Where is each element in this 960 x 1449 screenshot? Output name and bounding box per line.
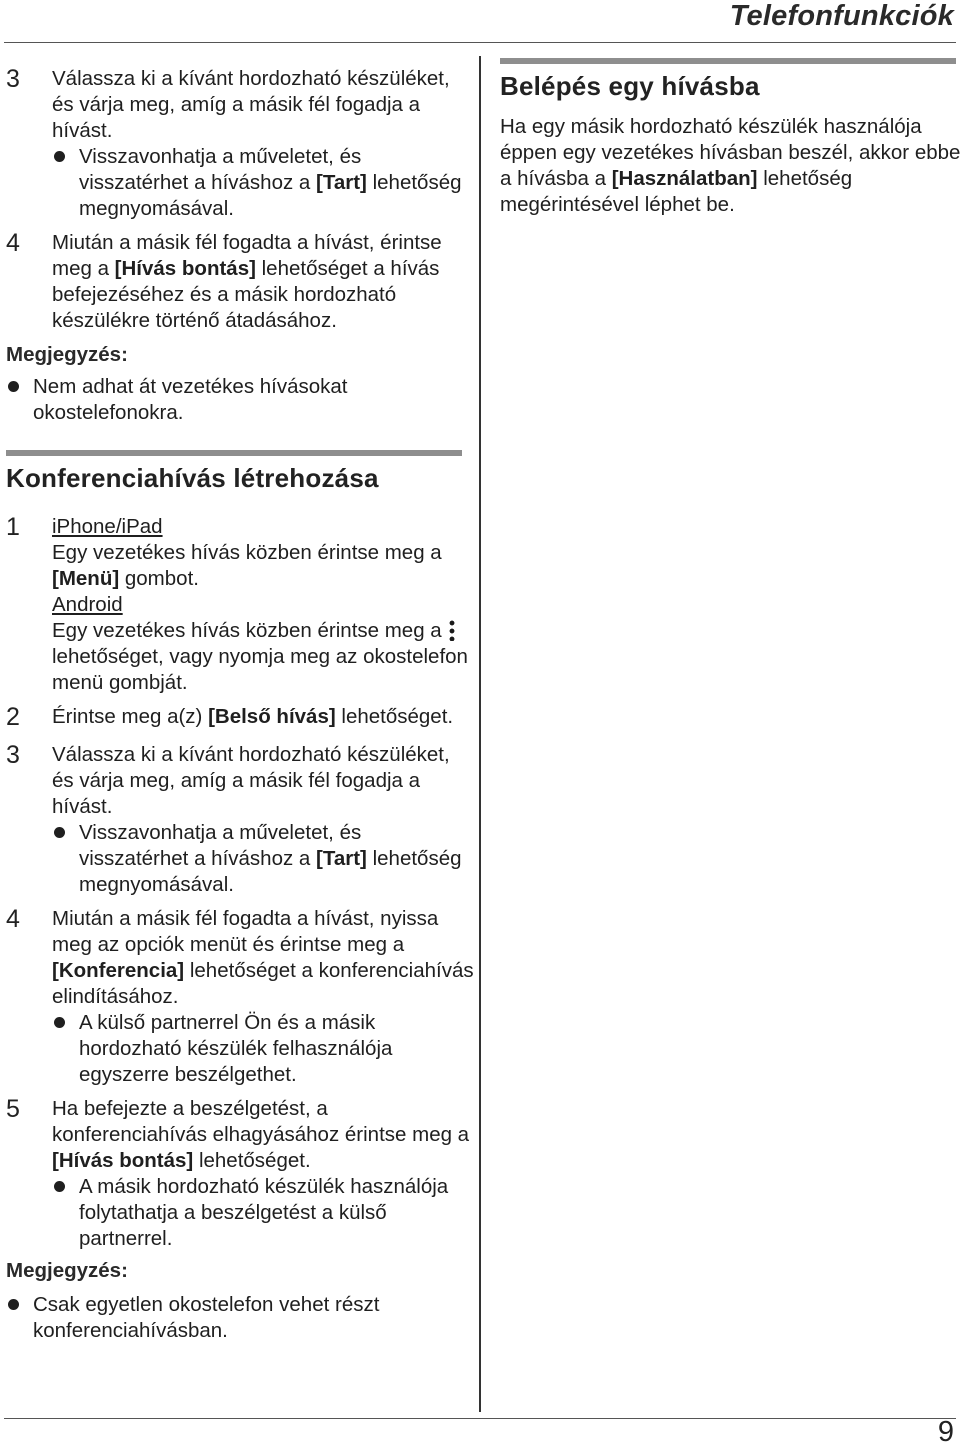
- bullet-dot: [54, 151, 65, 162]
- step-text-line: Válassza ki a kívánt hordozható készüléket,: [52, 743, 450, 766]
- section-heading: Konferenciahívás létrehozása: [6, 463, 379, 493]
- bullet-text-line: visszatérhet a híváshoz a [Tart] lehetőség: [79, 171, 462, 194]
- bullet-dot: [54, 1181, 65, 1192]
- bullet-text-line: hordozható készülék felhasználója: [79, 1037, 393, 1060]
- note-text-line: Csak egyetlen okostelefon vehet részt: [33, 1293, 380, 1316]
- key-label: [Belső hívás]: [208, 705, 336, 728]
- step-number: 2: [6, 703, 20, 731]
- step-text-line: és várja meg, amíg a másik fél fogadja a: [52, 769, 421, 792]
- step-text-line: meg a [Hívás bontás] lehetőséget a hívás: [52, 257, 440, 280]
- step-text-line: menü gombját.: [52, 671, 188, 694]
- step-text-line: hívást.: [52, 795, 113, 818]
- bullet-text-line: A külső partnerrel Ön és a másik: [79, 1011, 376, 1034]
- bullet-text-line: megnyomásával.: [79, 197, 234, 220]
- header-rule: [4, 42, 956, 43]
- section-heading: Belépés egy hívásba: [500, 71, 760, 101]
- key-label: [Hívás bontás]: [114, 257, 256, 280]
- section-bar: [6, 450, 462, 456]
- step-text-line: lehetőséget, vagy nyomja meg az okostelefon: [52, 645, 468, 668]
- note-text-line: Nem adhat át vezetékes hívásokat: [33, 375, 348, 398]
- footer-rule: [4, 1418, 956, 1419]
- key-label: [Konferencia]: [52, 959, 185, 982]
- step-number: 4: [6, 905, 20, 933]
- body-text-line: a hívásba a [Használatban] lehetőség: [500, 167, 853, 190]
- step-text-line: befejezéséhez és a másik hordozható: [52, 283, 397, 306]
- vertical-dots-icon: [449, 619, 455, 641]
- bullet-text-line: Visszavonhatja a műveletet, és: [79, 821, 362, 844]
- bullet-text-line: visszatérhet a híváshoz a [Tart] lehetőség: [79, 847, 462, 870]
- step-text-line: Egy vezetékes hívás közben érintse meg a: [52, 618, 455, 644]
- key-label: [Hívás bontás]: [52, 1149, 194, 1172]
- step-text-line: [Konferencia] lehetőséget a konferenciahívás: [52, 959, 474, 982]
- platform-label-android: Android: [52, 593, 123, 616]
- step-text-line: meg az opciók menüt és érintse meg a: [52, 933, 405, 956]
- step-text-line: és várja meg, amíg a másik fél fogadja a: [52, 93, 421, 116]
- note-label: Megjegyzés:: [6, 343, 128, 366]
- step-number: 4: [6, 229, 20, 257]
- key-label: [Menü]: [52, 567, 120, 590]
- key-label: [Használatban]: [611, 167, 758, 190]
- step-text-line: Válassza ki a kívánt hordozható készüléket,: [52, 67, 450, 90]
- step-text-line: Miután a másik fél fogadta a hívást, nyissa: [52, 907, 439, 930]
- bullet-text-line: Visszavonhatja a műveletet, és: [79, 145, 362, 168]
- step-text-line: [Hívás bontás] lehetőséget.: [52, 1149, 311, 1172]
- bullet-dot: [54, 1017, 65, 1028]
- bullet-dot: [8, 381, 19, 392]
- step-number: 3: [6, 65, 20, 93]
- step-text-line: elindításához.: [52, 985, 179, 1008]
- bullet-text-line: egyszerre beszélgethet.: [79, 1063, 297, 1086]
- step-text-line: hívást.: [52, 119, 113, 142]
- step-number: 5: [6, 1095, 20, 1123]
- step-text-line: készülékre történő átadásához.: [52, 309, 337, 332]
- step-text-line: Érintse meg a(z) [Belső hívás] lehetőséget.: [52, 705, 454, 728]
- bullet-text-line: partnerrel.: [79, 1227, 173, 1250]
- step-text-line: Egy vezetékes hívás közben érintse meg a: [52, 541, 442, 564]
- column-divider: [479, 56, 481, 1412]
- step-text-line: Ha befejezte a beszélgetést, a: [52, 1097, 328, 1120]
- note-text-line: konferenciahívásban.: [33, 1319, 228, 1342]
- note-label: Megjegyzés:: [6, 1259, 128, 1282]
- platform-label-iphone: iPhone/iPad: [52, 515, 163, 538]
- section-bar: [500, 58, 956, 64]
- bullet-dot: [8, 1299, 19, 1310]
- body-text-line: éppen egy vezetékes hívásban beszél, akkor ebbe: [500, 141, 960, 164]
- step-number: 1: [6, 513, 20, 541]
- bullet-text-line: folytathatja a beszélgetést a külső: [79, 1201, 387, 1224]
- body-text-line: Ha egy másik hordozható készülék használója: [500, 115, 922, 138]
- bullet-dot: [54, 827, 65, 838]
- step-text-line: konferenciahívás elhagyásához érintse meg a: [52, 1123, 470, 1146]
- step-number: 3: [6, 741, 20, 769]
- body-text-line: megérintésével léphet be.: [500, 193, 735, 216]
- step-text-line: [Menü] gombot.: [52, 567, 199, 590]
- page-header-title: Telefonfunkciók: [729, 0, 954, 32]
- note-text-line: okostelefonokra.: [33, 401, 184, 424]
- bullet-text-line: A másik hordozható készülék használója: [79, 1175, 449, 1198]
- page-number: 9: [937, 1416, 954, 1448]
- step-text-line: Miután a másik fél fogadta a hívást, érintse: [52, 231, 442, 254]
- key-label: [Tart]: [316, 171, 367, 194]
- key-label: [Tart]: [316, 847, 367, 870]
- bullet-text-line: megnyomásával.: [79, 873, 234, 896]
